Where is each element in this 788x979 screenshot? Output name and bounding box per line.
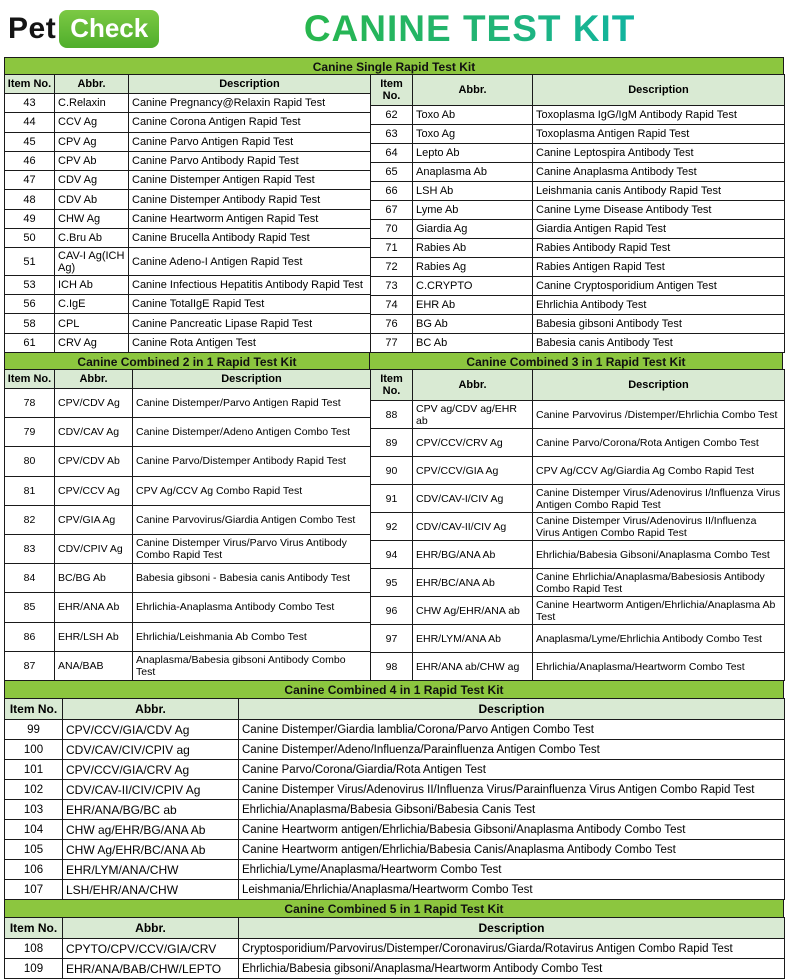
column-header-description: Description	[533, 370, 785, 401]
cell-abbr: CRV Ag	[55, 333, 129, 352]
cell-desc: Rabies Antigen Rapid Test	[533, 258, 785, 277]
table-row	[371, 258, 785, 277]
table-row	[5, 132, 371, 151]
cell-desc: Toxoplasma IgG/IgM Antibody Rapid Test	[533, 106, 785, 125]
cell-item: 80	[5, 447, 55, 476]
cell-abbr: CPV/CCV/GIA/CRV Ag	[63, 760, 239, 780]
table-row	[5, 295, 371, 314]
cell-item: 88	[371, 401, 413, 429]
column-header-description: Description	[133, 370, 371, 389]
table-row	[371, 182, 785, 201]
cell-desc: Ehrlichia/Babesia gibsoni/Anaplasma/Heartworm Antibody Combo Test	[239, 959, 785, 979]
cell-abbr: CCV Ag	[55, 113, 129, 132]
cell-abbr: EHR/LYM/ANA/CHW	[63, 860, 239, 880]
table-row	[371, 597, 785, 625]
cell-item: 109	[5, 959, 63, 979]
cell-item: 48	[5, 190, 55, 209]
cell-item: 63	[371, 125, 413, 144]
cell-desc: Canine Cryptosporidium Antigen Test	[533, 277, 785, 296]
cell-abbr: CPYTO/CPV/CCV/GIA/CRV	[63, 939, 239, 959]
column-header-description: Description	[129, 75, 371, 94]
cell-item: 70	[371, 220, 413, 239]
cell-abbr: EHR/LSH Ab	[55, 622, 133, 651]
column-header-abbr: Abbr.	[413, 75, 533, 106]
table-row	[5, 418, 371, 447]
table-row	[371, 106, 785, 125]
cell-desc: Ehrlichia/Babesia Gibsoni/Anaplasma Combo Test	[533, 541, 785, 569]
cell-abbr: C.Bru Ab	[55, 229, 129, 248]
cell-item: 95	[371, 569, 413, 597]
column-header-item: Item No.	[5, 75, 55, 94]
table-row	[5, 190, 371, 209]
cell-abbr: BC/BG Ab	[55, 564, 133, 593]
cell-abbr: Toxo Ab	[413, 106, 533, 125]
cell-desc: Canine Distemper/Adeno Antigen Combo Test	[133, 418, 371, 447]
column-header-row	[371, 370, 785, 401]
cell-item: 50	[5, 229, 55, 248]
cell-abbr: EHR/ANA/BG/BC ab	[63, 800, 239, 820]
cell-desc: Babesia canis Antibody Test	[533, 334, 785, 353]
table-row	[371, 334, 785, 353]
column-header-description: Description	[533, 75, 785, 106]
cell-item: 92	[371, 513, 413, 541]
cell-abbr: Rabies Ag	[413, 258, 533, 277]
cell-abbr: CDV/CAV Ag	[55, 418, 133, 447]
cell-desc: Canine Pregnancy@Relaxin Rapid Test	[129, 94, 371, 113]
cell-item: 58	[5, 314, 55, 333]
cell-desc: Toxoplasma Antigen Rapid Test	[533, 125, 785, 144]
cell-abbr: Lepto Ab	[413, 144, 533, 163]
cell-abbr: CDV Ab	[55, 190, 129, 209]
cell-item: 78	[5, 389, 55, 418]
table-row	[371, 277, 785, 296]
cell-desc: Ehrlichia Antibody Test	[533, 296, 785, 315]
cell-desc: Canine Pancreatic Lipase Rapid Test	[129, 314, 371, 333]
cell-item: 73	[371, 277, 413, 296]
cell-desc: Canine Heartworm antigen/Ehrlichia/Babesia Gibsoni/Anaplasma Antibody Combo Test	[239, 820, 785, 840]
cell-item: 94	[371, 541, 413, 569]
cell-desc: Canine Distemper Antigen Rapid Test	[129, 171, 371, 190]
cell-abbr: CDV/CAV/CIV/CPIV ag	[63, 740, 239, 760]
cell-item: 85	[5, 593, 55, 622]
table-row	[5, 593, 371, 622]
cell-item: 44	[5, 113, 55, 132]
cell-abbr: CPV Ag	[55, 132, 129, 151]
cell-item: 46	[5, 151, 55, 170]
table-row	[5, 651, 371, 680]
cell-abbr: CHW ag/EHR/BG/ANA Ab	[63, 820, 239, 840]
table-row	[371, 569, 785, 597]
table-row	[371, 239, 785, 258]
table-row	[371, 625, 785, 653]
cell-abbr: BC Ab	[413, 334, 533, 353]
combined-3in1-table	[370, 369, 785, 681]
column-header-item: Item No.	[5, 370, 55, 389]
cell-abbr: CPV Ab	[55, 151, 129, 170]
cell-desc: Ehrlichia/Leishmania Ab Combo Test	[133, 622, 371, 651]
cell-item: 108	[5, 939, 63, 959]
cell-item: 87	[5, 651, 55, 680]
cell-item: 47	[5, 171, 55, 190]
cell-desc: Canine Distemper Virus/Adenovirus I/Influenza Virus Antigen Combo Rapid Test	[533, 485, 785, 513]
column-header-row	[5, 370, 371, 389]
table-row	[5, 314, 371, 333]
logo-pet-text: Pet	[8, 12, 57, 45]
combined-kit-tables	[4, 370, 784, 681]
table-row	[5, 534, 371, 563]
cell-item: 102	[5, 780, 63, 800]
table-row	[5, 820, 785, 840]
cell-item: 91	[371, 485, 413, 513]
table-row	[371, 144, 785, 163]
single-kit-tables	[4, 75, 784, 353]
cell-desc: Canine Ehrlichia/Anaplasma/Babesiosis Antibody Combo Rapid Test	[533, 569, 785, 597]
cell-item: 84	[5, 564, 55, 593]
column-header-item: Item No.	[5, 918, 63, 939]
cell-abbr: C.Relaxin	[55, 94, 129, 113]
cell-desc: Canine Distemper Virus/Parvo Virus Antibody Combo Rapid Test	[133, 534, 371, 563]
cell-item: 77	[371, 334, 413, 353]
cell-item: 105	[5, 840, 63, 860]
cell-item: 100	[5, 740, 63, 760]
table-row	[5, 333, 371, 352]
cell-item: 106	[5, 860, 63, 880]
table-row	[371, 125, 785, 144]
cell-desc: Canine Heartworm antigen/Ehrlichia/Babesia Canis/Anaplasma Antibody Combo Test	[239, 840, 785, 860]
cell-abbr: CDV/CAV-I/CIV Ag	[413, 485, 533, 513]
table-row	[5, 229, 371, 248]
cell-abbr: CPV/CDV Ag	[55, 389, 133, 418]
cell-desc: Canine TotalIgE Rapid Test	[129, 295, 371, 314]
cell-item: 66	[371, 182, 413, 201]
table-row	[5, 151, 371, 170]
cell-item: 53	[5, 275, 55, 294]
table-row	[371, 653, 785, 681]
table-row	[5, 840, 785, 860]
cell-desc: Cryptosporidium/Parvovirus/Distemper/Coronavirus/Giarda/Rotavirus Antigen Combo Rapid Test	[239, 939, 785, 959]
cell-abbr: EHR/BG/ANA Ab	[413, 541, 533, 569]
cell-item: 86	[5, 622, 55, 651]
cell-desc: Anaplasma/Lyme/Ehrlichia Antibody Combo Test	[533, 625, 785, 653]
cell-desc: Canine Lyme Disease Antibody Test	[533, 201, 785, 220]
cell-abbr: Giardia Ag	[413, 220, 533, 239]
cell-desc: Canine Anaplasma Antibody Test	[533, 163, 785, 182]
table-row	[5, 113, 371, 132]
table-row	[5, 959, 785, 979]
cell-abbr: CPV/CCV/GIA/CDV Ag	[63, 720, 239, 740]
table-row	[5, 622, 371, 651]
column-header-row	[5, 75, 371, 94]
table-row	[5, 275, 371, 294]
cell-abbr: CDV/CAV-II/CIV Ag	[413, 513, 533, 541]
section-header-single-kit: Canine Single Rapid Test Kit	[4, 57, 784, 76]
cell-desc: Canine Distemper/Giardia lamblia/Corona/Parvo Antigen Combo Test	[239, 720, 785, 740]
cell-abbr: CPL	[55, 314, 129, 333]
cell-abbr: C.CRYPTO	[413, 277, 533, 296]
column-header-row	[5, 699, 785, 720]
column-header-row	[5, 918, 785, 939]
table-row	[5, 780, 785, 800]
cell-desc: Canine Heartworm Antigen/Ehrlichia/Anaplasma Ab Test	[533, 597, 785, 625]
cell-item: 103	[5, 800, 63, 820]
combined-2in1-table	[4, 369, 371, 681]
table-row	[5, 880, 785, 900]
cell-desc: Babesia gibsoni - Babesia canis Antibody Test	[133, 564, 371, 593]
cell-desc: Canine Distemper/Adeno/Influenza/Parainfluenza Antigen Combo Test	[239, 740, 785, 760]
cell-abbr: Anaplasma Ab	[413, 163, 533, 182]
cell-desc: Canine Parvo/Distemper Antibody Rapid Test	[133, 447, 371, 476]
cell-abbr: ANA/BAB	[55, 651, 133, 680]
cell-desc: Canine Adeno-I Antigen Rapid Test	[129, 248, 371, 275]
cell-desc: Leishmania canis Antibody Rapid Test	[533, 182, 785, 201]
table-row	[371, 541, 785, 569]
cell-abbr: CDV Ag	[55, 171, 129, 190]
cell-abbr: CHW Ag	[55, 209, 129, 228]
cell-desc: Canine Parvo/Corona/Rota Antigen Combo Test	[533, 429, 785, 457]
cell-desc: Canine Rota Antigen Test	[129, 333, 371, 352]
cell-abbr: CPV/CCV Ag	[55, 476, 133, 505]
cell-abbr: CHW Ag/EHR/ANA ab	[413, 597, 533, 625]
table-row	[371, 485, 785, 513]
single-kit-table-right	[370, 74, 785, 353]
cell-abbr: Lyme Ab	[413, 201, 533, 220]
cell-abbr: Rabies Ab	[413, 239, 533, 258]
cell-desc: Babesia gibsoni Antibody Test	[533, 315, 785, 334]
table-row	[371, 315, 785, 334]
cell-item: 51	[5, 248, 55, 275]
combined-5in1-table	[4, 917, 785, 979]
cell-item: 61	[5, 333, 55, 352]
cell-abbr: C.IgE	[55, 295, 129, 314]
column-header-abbr: Abbr.	[63, 918, 239, 939]
cell-desc: Ehrlichia-Anaplasma Antibody Combo Test	[133, 593, 371, 622]
section-header-5in1: Canine Combined 5 in 1 Rapid Test Kit	[4, 899, 784, 918]
table-row	[5, 94, 371, 113]
cell-item: 65	[371, 163, 413, 182]
column-header-description: Description	[239, 699, 785, 720]
section-header-4in1: Canine Combined 4 in 1 Rapid Test Kit	[4, 680, 784, 699]
cell-desc: Rabies Antibody Rapid Test	[533, 239, 785, 258]
cell-desc: Canine Leptospira Antibody Test	[533, 144, 785, 163]
cell-abbr: CDV/CPIV Ag	[55, 534, 133, 563]
cell-item: 56	[5, 295, 55, 314]
cell-abbr: CHW Ag/EHR/BC/ANA Ab	[63, 840, 239, 860]
cell-desc: Canine Parvo Antigen Rapid Test	[129, 132, 371, 151]
cell-item: 90	[371, 457, 413, 485]
cell-item: 45	[5, 132, 55, 151]
column-header-row	[371, 75, 785, 106]
table-row	[5, 476, 371, 505]
cell-desc: Canine Parvo Antibody Rapid Test	[129, 151, 371, 170]
table-row	[371, 201, 785, 220]
table-row	[371, 513, 785, 541]
cell-abbr: CAV-I Ag(ICH Ag)	[55, 248, 129, 275]
table-row	[5, 939, 785, 959]
table-row	[5, 209, 371, 228]
table-row	[5, 800, 785, 820]
table-row	[5, 389, 371, 418]
cell-item: 107	[5, 880, 63, 900]
cell-desc: Ehrlichia/Lyme/Anaplasma/Heartworm Combo Test	[239, 860, 785, 880]
cell-abbr: CPV/CCV/CRV Ag	[413, 429, 533, 457]
table-row	[5, 248, 371, 275]
cell-abbr: Toxo Ag	[413, 125, 533, 144]
cell-item: 82	[5, 505, 55, 534]
cell-item: 74	[371, 296, 413, 315]
cell-item: 76	[371, 315, 413, 334]
section-header-3in1: Canine Combined 3 in 1 Rapid Test Kit	[369, 352, 783, 371]
table-row	[5, 447, 371, 476]
cell-item: 83	[5, 534, 55, 563]
cell-item: 104	[5, 820, 63, 840]
column-header-abbr: Abbr.	[413, 370, 533, 401]
column-header-item: Item No.	[371, 370, 413, 401]
column-header-description: Description	[239, 918, 785, 939]
petcheck-logo	[8, 10, 159, 48]
table-row	[371, 296, 785, 315]
cell-abbr: BG Ab	[413, 315, 533, 334]
cell-item: 49	[5, 209, 55, 228]
table-row	[371, 401, 785, 429]
table-row	[5, 740, 785, 760]
cell-desc: Canine Infectious Hepatitis Antibody Rapid Test	[129, 275, 371, 294]
cell-abbr: CPV ag/CDV ag/EHR ab	[413, 401, 533, 429]
column-header-item: Item No.	[371, 75, 413, 106]
cell-desc: Giardia Antigen Rapid Test	[533, 220, 785, 239]
cell-item: 81	[5, 476, 55, 505]
cell-desc: CPV Ag/CCV Ag/Giardia Ag Combo Rapid Test	[533, 457, 785, 485]
cell-item: 71	[371, 239, 413, 258]
table-row	[5, 171, 371, 190]
cell-desc: Canine Distemper Antibody Rapid Test	[129, 190, 371, 209]
table-row	[5, 860, 785, 880]
table-row	[5, 720, 785, 740]
cell-item: 99	[5, 720, 63, 740]
cell-abbr: EHR Ab	[413, 296, 533, 315]
table-row	[371, 429, 785, 457]
cell-desc: Ehrlichia/Anaplasma/Heartworm Combo Test	[533, 653, 785, 681]
cell-desc: Canine Corona Antigen Rapid Test	[129, 113, 371, 132]
cell-item: 72	[371, 258, 413, 277]
cell-desc: Canine Distemper Virus/Adenovirus II/Influenza Virus Antigen Combo Rapid Test	[533, 513, 785, 541]
cell-item: 64	[371, 144, 413, 163]
cell-desc: Canine Heartworm Antigen Rapid Test	[129, 209, 371, 228]
cell-abbr: EHR/ANA ab/CHW ag	[413, 653, 533, 681]
cell-item: 98	[371, 653, 413, 681]
cell-desc: Canine Parvo/Corona/Giardia/Rota Antigen Test	[239, 760, 785, 780]
section-header-2in1: Canine Combined 2 in 1 Rapid Test Kit	[4, 352, 370, 371]
cell-desc: CPV Ag/CCV Ag Combo Rapid Test	[133, 476, 371, 505]
column-header-abbr: Abbr.	[63, 699, 239, 720]
cell-abbr: LSH Ab	[413, 182, 533, 201]
cell-abbr: EHR/ANA/BAB/CHW/LEPTO	[63, 959, 239, 979]
cell-item: 97	[371, 625, 413, 653]
cell-item: 101	[5, 760, 63, 780]
table-row	[5, 505, 371, 534]
cell-item: 79	[5, 418, 55, 447]
cell-desc: Canine Parvovirus/Giardia Antigen Combo Test	[133, 505, 371, 534]
cell-item: 67	[371, 201, 413, 220]
table-row	[5, 760, 785, 780]
cell-abbr: EHR/LYM/ANA Ab	[413, 625, 533, 653]
cell-desc: Ehrlichia/Anaplasma/Babesia Gibsoni/Babesia Canis Test	[239, 800, 785, 820]
cell-abbr: ICH Ab	[55, 275, 129, 294]
cell-item: 96	[371, 597, 413, 625]
cell-abbr: LSH/EHR/ANA/CHW	[63, 880, 239, 900]
cell-desc: Anaplasma/Babesia gibsoni Antibody Combo Test	[133, 651, 371, 680]
cell-abbr: CPV/CDV Ab	[55, 447, 133, 476]
cell-desc: Leishmania/Ehrlichia/Anaplasma/Heartworm Combo Test	[239, 880, 785, 900]
combined-4in1-table	[4, 698, 785, 900]
cell-item: 43	[5, 94, 55, 113]
cell-desc: Canine Parvovirus /Distemper/Ehrlichia Combo Test	[533, 401, 785, 429]
cell-abbr: CDV/CAV-II/CIV/CPIV Ag	[63, 780, 239, 800]
cell-abbr: CPV/CCV/GIA Ag	[413, 457, 533, 485]
cell-abbr: EHR/BC/ANA Ab	[413, 569, 533, 597]
column-header-abbr: Abbr.	[55, 370, 133, 389]
logo-check-badge: Check	[59, 10, 159, 48]
cell-item: 62	[371, 106, 413, 125]
column-header-abbr: Abbr.	[55, 75, 129, 94]
table-row	[371, 163, 785, 182]
single-kit-table-left	[4, 74, 371, 353]
cell-desc: Canine Brucella Antibody Rapid Test	[129, 229, 371, 248]
table-row	[371, 220, 785, 239]
table-row	[5, 564, 371, 593]
page-title: CANINE TEST KIT	[159, 8, 780, 50]
cell-item: 89	[371, 429, 413, 457]
column-header-item: Item No.	[5, 699, 63, 720]
header-bar	[4, 2, 784, 58]
cell-abbr: EHR/ANA Ab	[55, 593, 133, 622]
table-row	[371, 457, 785, 485]
cell-desc: Canine Distemper/Parvo Antigen Rapid Test	[133, 389, 371, 418]
cell-desc: Canine Distemper Virus/Adenovirus II/Influenza Virus/Parainfluenza Virus Antigen Combo Rapid Test	[239, 780, 785, 800]
cell-abbr: CPV/GIA Ag	[55, 505, 133, 534]
